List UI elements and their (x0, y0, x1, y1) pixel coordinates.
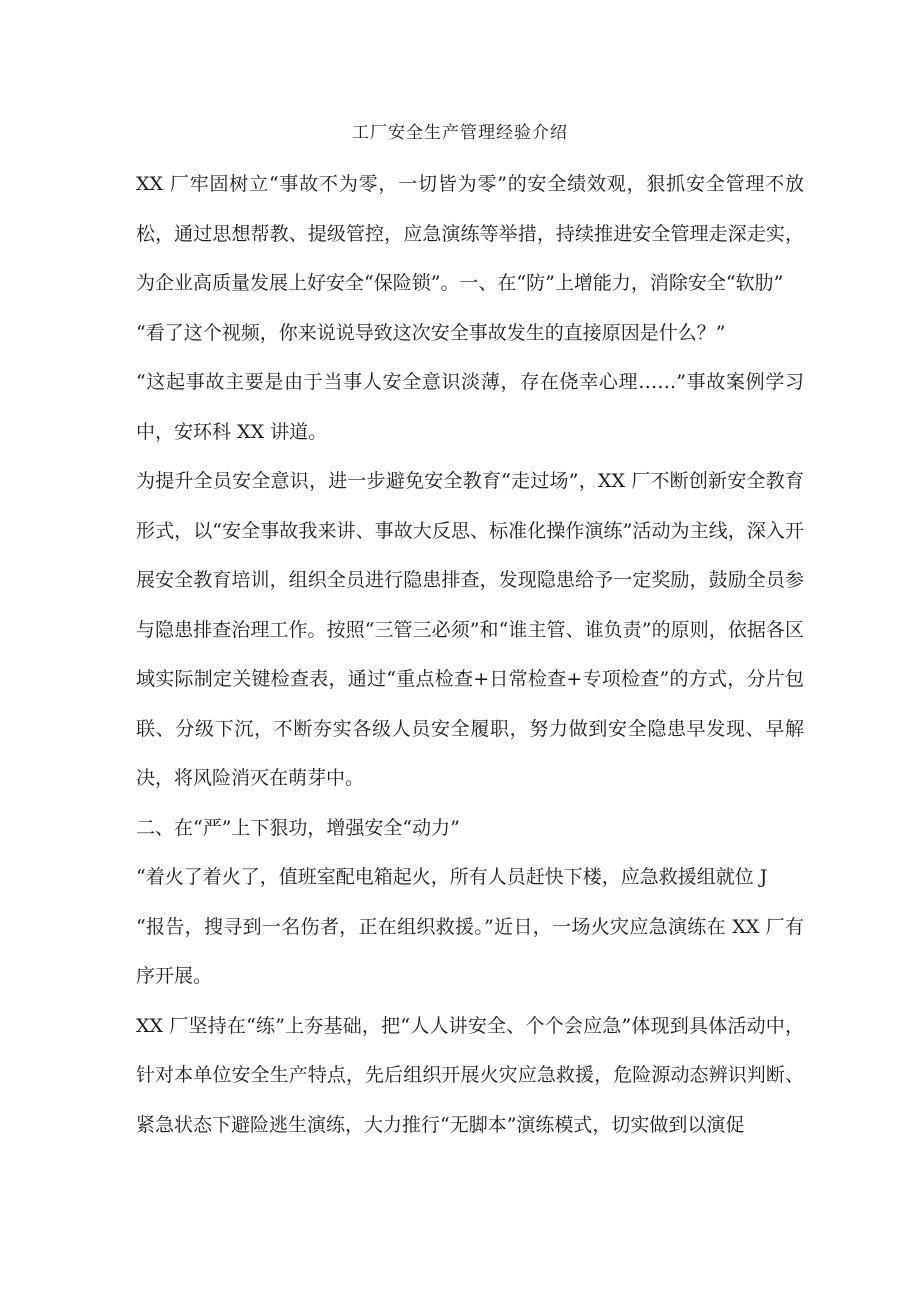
paragraph-quote-question: “看了这个视频，你来说说导致这次安全事故发生的直接原因是什么？” (136, 321, 726, 344)
document-body (136, 160, 804, 1150)
paragraph-intro: XX 厂牢固树立“事故不为零，一切皆为零”的安全绩效观，狠抓安全管理不放松，通过思想帮教、提级管控，应急演练等举措，持续推进安全管理走深走实，为企业高质量发展上好安全“保险锁”。一、在“防”上增能力，消除安全“软肋” (136, 173, 804, 294)
document-title: 工厂安全生产管理经验介绍 (352, 123, 568, 143)
section-heading-2: 二、在“严”上下狠功，增强安全“动力” (136, 816, 460, 839)
paragraph-fire-drill-report: “报告，搜寻到一名伤者，正在组织救援。”近日，一场火灾应急演练在 XX 厂有序开展。 (136, 915, 804, 987)
paragraph-fire-drill-call: “着火了着火了，值班室配电箱起火，所有人员赶快下楼，应急救援组就位 J (136, 866, 768, 888)
paragraph-drill-practice: XX 厂坚持在“练”上夯基础，把“人人讲安全、个个会应急”体现到具体活动中，针对本单位安全生产特点，先后组织开展火灾应急救援，危险源动态辨识判断、紧急状态下避险逃生演练，大力推行“无脚本”演练模式，切实做到以演促 (136, 1014, 804, 1136)
paragraph-quote-answer: “这起事故主要是由于当事人安全意识淡薄，存在侥幸心理……”事故案例学习中，安环科 XX 讲道。 (136, 371, 804, 443)
paragraph-safety-education: 为提升全员安全意识，进一步避免安全教育“走过场”，XX 厂不断创新安全教育形式，以“安全事故我来讲、事故大反思、标准化操作演练”活动为主线，深入开展安全教育培训，组织全员进行隐患排查，发现隐患给予一定奖励，鼓励全员参与隐患排查治理工作。按照“三管三必须”和“谁主管、谁负责”的原则，依据各区域实际制定关键检查表，通过“重点检查+日常检查+专项检查”的方式，分片包联、分级下沉，不断夯实各级人员安全履职，努力做到安全隐患早发现、早解决，将风险消灭在萌芽中。 (136, 470, 804, 789)
